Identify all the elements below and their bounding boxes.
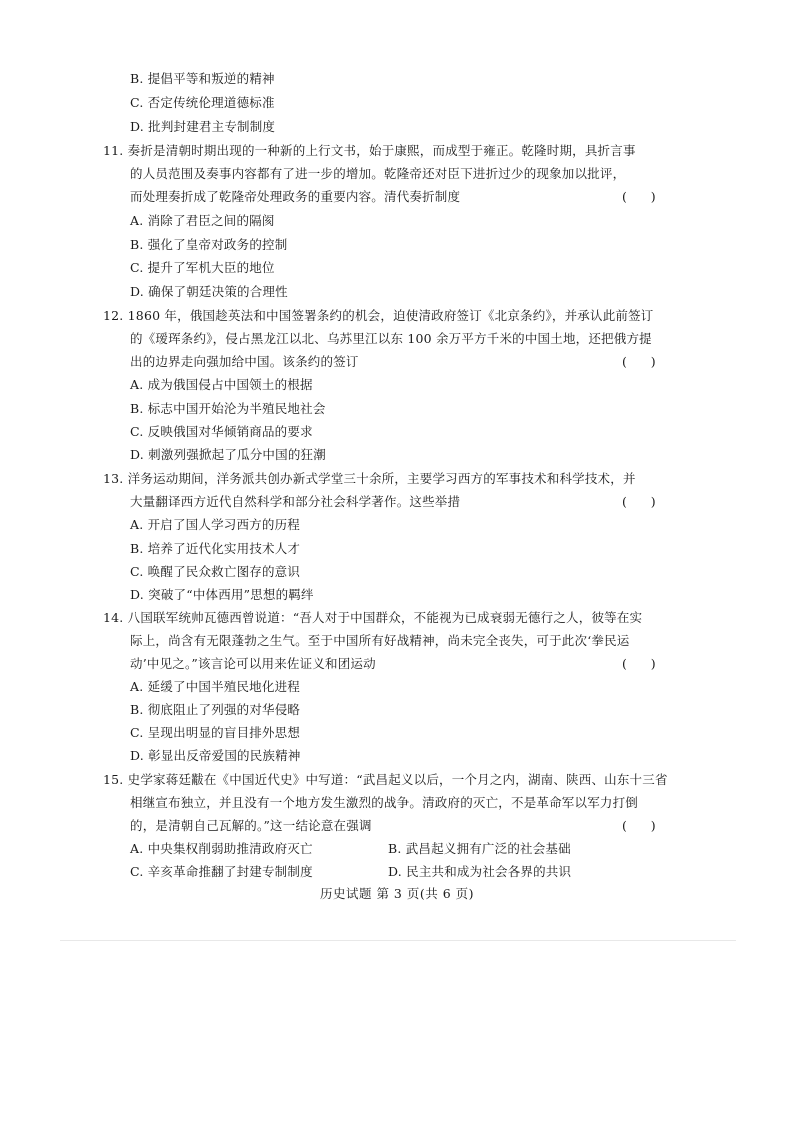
q15-stem-line-3: 的，是清朝自己瓦解的。”这一结论意在强调 xyxy=(130,818,372,833)
q12-option-a: A. 成为俄国侵占中国领土的根据 xyxy=(130,377,313,392)
q12-stem-line-1: 12. 1860 年，俄国趁英法和中国签署条约的机会，迫使清政府签订《北京条约》，并承认此前签订 xyxy=(103,308,654,323)
q15-stem-line-1: 15. 史学家蒋廷黻在《中国近代史》中写道：“武昌起义以后，一个月之内，湖南、陕西、山东十三省 xyxy=(103,772,668,787)
q10-option-d: D. 批判封建君主专制制度 xyxy=(130,119,276,134)
q11-stem-line-3: 而处理奏折成了乾隆帝处理政务的重要内容。清代奏折制度 xyxy=(130,189,461,204)
q13-stem-line-1: 13. 洋务运动期间，洋务派共创办新式学堂三十余所，主要学习西方的军事技术和科学技术，并 xyxy=(103,471,636,486)
q13-option-b: B. 培养了近代化实用技术人才 xyxy=(130,541,301,556)
q12-option-d: D. 刺激列强掀起了瓜分中国的狂潮 xyxy=(130,447,326,462)
q14-option-a: A. 延缓了中国半殖民地化进程 xyxy=(130,679,300,694)
q11-option-a: A. 消除了君臣之间的隔阂 xyxy=(130,213,275,228)
q14-answer-bracket: ( ) xyxy=(622,656,656,671)
page-divider xyxy=(60,940,736,941)
q11-answer-bracket: ( ) xyxy=(622,189,656,204)
q13-option-d: D. 突破了“中体西用”思想的羁绊 xyxy=(130,587,314,602)
q13-answer-bracket: ( ) xyxy=(622,494,656,509)
q11-option-d: D. 确保了朝廷决策的合理性 xyxy=(130,284,288,299)
q14-option-c: C. 呈现出明显的盲目排外思想 xyxy=(130,725,301,740)
q14-stem-line-3: 动’中见之。”该言论可以用来佐证义和团运动 xyxy=(130,656,376,671)
q12-option-b: B. 标志中国开始沦为半殖民地社会 xyxy=(130,401,326,416)
q14-option-d: D. 彰显出反帝爱国的民族精神 xyxy=(130,748,301,763)
q13-stem-line-2: 大量翻译西方近代自然科学和部分社会科学著作。这些举措 xyxy=(130,494,461,509)
q15-answer-bracket: ( ) xyxy=(622,818,656,833)
q11-option-b: B. 强化了皇帝对政务的控制 xyxy=(130,237,288,252)
q15-option-b: B. 武昌起义拥有广泛的社会基础 xyxy=(388,841,571,856)
q10-option-b: B. 提倡平等和叛逆的精神 xyxy=(130,71,275,86)
q10-option-c: C. 否定传统伦理道德标准 xyxy=(130,95,275,110)
page-footer: 历史试题 第 3 页(共 6 页) xyxy=(319,886,475,901)
q14-option-b: B. 彻底阻止了列强的对华侵略 xyxy=(130,702,301,717)
q12-answer-bracket: ( ) xyxy=(622,354,656,369)
q12-option-c: C. 反映俄国对华倾销商品的要求 xyxy=(130,424,313,439)
q11-stem-line-2: 的人员范围及奏事内容都有了进一步的增加。乾隆帝还对臣下进折过少的现象加以批评， xyxy=(130,166,626,181)
q15-option-c: C. 辛亥革命推翻了封建专制制度 xyxy=(130,864,313,879)
q11-option-c: C. 提升了军机大臣的地位 xyxy=(130,260,275,275)
q15-option-a: A. 中央集权削弱助推清政府灭亡 xyxy=(130,841,313,856)
q12-stem-line-3: 出的边界走向强加给中国。该条约的签订 xyxy=(130,354,359,369)
q13-option-c: C. 唤醒了民众救亡图存的意识 xyxy=(130,564,301,579)
q14-stem-line-1: 14. 八国联军统帅瓦德西曾说道：“吾人对于中国群众，不能视为已成衰弱无德行之人，彼等在实 xyxy=(103,610,643,625)
q15-stem-line-2: 相继宣布独立，并且没有一个地方发生激烈的战争。清政府的灭亡，不是革命军以军力打倒 xyxy=(130,795,639,810)
q13-option-a: A. 开启了国人学习西方的历程 xyxy=(130,517,300,532)
q14-stem-line-2: 际上，尚含有无限蓬勃之生气。至于中国所有好战精神，尚未完全丧失，可于此次‘拳民运 xyxy=(130,633,630,648)
q11-stem-line-1: 11. 奏折是清朝时期出现的一种新的上行文书，始于康熙，而成型于雍正。乾隆时期，具折言事 xyxy=(103,143,636,158)
q12-stem-line-2: 的《瑷珲条约》，侵占黑龙江以北、乌苏里江以东 100 余万平方千米的中国土地，还把俄方提 xyxy=(130,331,652,346)
q15-option-d: D. 民主共和成为社会各界的共识 xyxy=(388,864,572,879)
